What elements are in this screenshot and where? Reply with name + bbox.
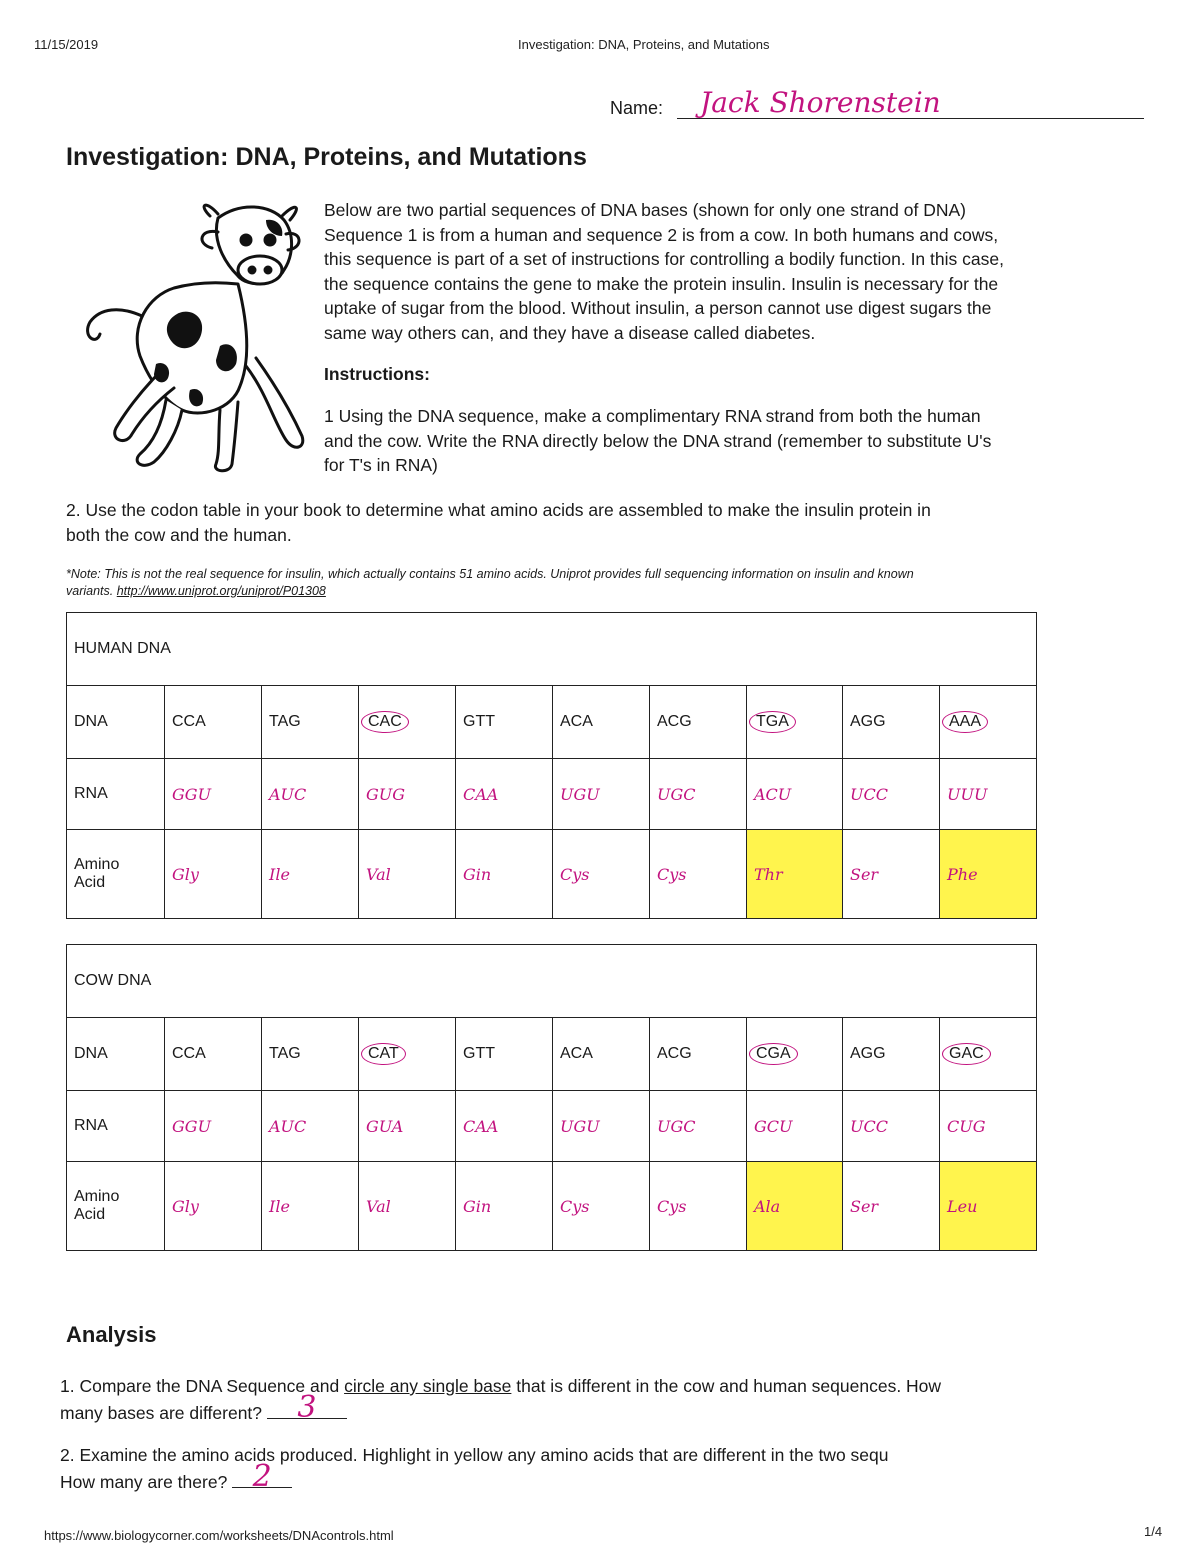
dna-cell: ACG	[650, 686, 747, 759]
intro-paragraph	[324, 198, 1144, 345]
rna-cell: GGU	[165, 759, 262, 830]
page-number: 1/4	[1144, 1524, 1163, 1539]
step-line: 2. Use the codon table in your book to determine what amino acids are assembled to make the insulin protein in	[66, 500, 931, 520]
dna-cell	[940, 686, 1037, 759]
answer-value: 2	[252, 1459, 272, 1494]
amino-acid-cell: Gin	[456, 830, 553, 919]
amino-acid-cell: Ser	[843, 830, 940, 919]
amino-acid-cell: Ser	[843, 1162, 940, 1251]
amino-acid-cell: Ile	[262, 830, 359, 919]
question-text: 1. Compare the DNA Sequence and	[60, 1376, 345, 1396]
circled-base: AAA	[942, 711, 988, 733]
amino-acid-cell: Val	[359, 1162, 456, 1251]
row-label-rna: RNA	[67, 1091, 165, 1162]
rna-cell: GUA	[359, 1091, 456, 1162]
intro-line: Sequence 1 is from a human and sequence 2 is from a cow. In both humans and cows,	[324, 224, 999, 245]
dna-cell	[747, 1018, 843, 1091]
row-label-rna: RNA	[67, 759, 165, 830]
amino-acid-cell: Cys	[650, 1162, 747, 1251]
dna-cell: AGG	[843, 686, 940, 759]
dna-cell	[940, 1018, 1037, 1091]
dna-cell: ACA	[553, 1018, 650, 1091]
rna-cell: UGC	[650, 1091, 747, 1162]
rna-cell: AUC	[262, 1091, 359, 1162]
dna-cell: AGG	[843, 1018, 940, 1091]
circled-base: GAC	[942, 1043, 991, 1065]
circled-base: CGA	[749, 1043, 798, 1065]
step-line: 1 Using the DNA sequence, make a complimentary RNA strand from both the human	[324, 406, 981, 426]
intro-line: the sequence contains the gene to make the protein insulin. Insulin is necessary for the	[324, 273, 999, 294]
question-underlined-text: circle any single base	[344, 1376, 512, 1396]
dna-cell	[359, 1018, 456, 1091]
rna-cell: UUU	[940, 759, 1037, 830]
question-1	[60, 1374, 1160, 1425]
rna-cell: UGU	[553, 1091, 650, 1162]
dna-cell: CCA	[165, 686, 262, 759]
rna-cell: AUC	[262, 759, 359, 830]
rna-cell: GUG	[359, 759, 456, 830]
question-2	[60, 1443, 1160, 1494]
instructions-heading: Instructions:	[324, 364, 430, 384]
question-text: 2. Examine the amino acids produced. Highlight in yellow any amino acids that are different in the two sequ	[60, 1445, 889, 1465]
circled-base: CAC	[361, 711, 409, 733]
answer-blank	[232, 1459, 292, 1494]
note	[66, 566, 1156, 600]
amino-acid-cell: Cys	[553, 830, 650, 919]
dna-cell	[359, 686, 456, 759]
rna-cell: UCC	[843, 1091, 940, 1162]
intro-line: Below are two partial sequences of DNA bases (shown for only one strand of DNA)	[324, 200, 966, 220]
dna-cell: TAG	[262, 686, 359, 759]
dna-cell: CCA	[165, 1018, 262, 1091]
amino-acid-cell: Gin	[456, 1162, 553, 1251]
step-line: and the cow. Write the RNA directly below the DNA strand (remember to substitute U's	[324, 430, 992, 451]
intro-line: same way others can, and they have a disease called diabetes.	[324, 322, 816, 343]
question-text: How many are there?	[60, 1472, 228, 1492]
name-label: Name:	[610, 98, 664, 118]
dna-cell: ACG	[650, 1018, 747, 1091]
rna-cell: CUG	[940, 1091, 1037, 1162]
label-line: Acid	[74, 874, 106, 891]
intro-line: this sequence is part of a set of instructions for controlling a bodily function. In this case,	[324, 249, 1004, 269]
rna-cell: ACU	[747, 759, 843, 830]
dna-cell: ACA	[553, 686, 650, 759]
name-value: Jack Shorenstein	[700, 86, 941, 119]
label-line: Acid	[74, 1206, 106, 1223]
label-line: Amino	[74, 856, 120, 873]
circled-base: TGA	[749, 711, 796, 733]
circled-base: CAT	[361, 1043, 406, 1065]
rna-cell: UCC	[843, 759, 940, 830]
footer-url: https://www.biologycorner.com/worksheets/DNAcontrols.html	[44, 1528, 394, 1543]
uniprot-link[interactable]: http://www.uniprot.org/uniprot/P01308	[116, 584, 326, 598]
answer-value: 3	[297, 1390, 317, 1425]
amino-acid-cell-highlighted: Thr	[747, 830, 843, 919]
table-title: HUMAN DNA	[67, 613, 1037, 686]
instruction-step-2	[66, 498, 1146, 547]
rna-cell: GGU	[165, 1091, 262, 1162]
page-title: Investigation: DNA, Proteins, and Mutations	[66, 143, 587, 171]
dna-cell: TAG	[262, 1018, 359, 1091]
intro-line: uptake of sugar from the blood. Without insulin, a person cannot use digest sugars the	[324, 298, 992, 318]
amino-acid-cell: Cys	[553, 1162, 650, 1251]
amino-acid-cell-highlighted: Leu	[940, 1162, 1037, 1251]
question-text: that is different in the cow and human sequences. How	[511, 1376, 942, 1396]
rna-cell: GCU	[747, 1091, 843, 1162]
rna-cell: UGC	[650, 759, 747, 830]
amino-acid-cell-highlighted: Phe	[940, 830, 1037, 919]
row-label-dna: DNA	[67, 686, 165, 759]
print-date: 11/15/2019	[34, 37, 99, 52]
human-dna-table	[66, 612, 1037, 919]
amino-acid-cell: Val	[359, 830, 456, 919]
cow-illustration	[70, 196, 310, 478]
rna-cell: CAA	[456, 759, 553, 830]
note-text: variants.	[66, 584, 117, 598]
analysis-heading: Analysis	[66, 1322, 157, 1347]
note-line: *Note: This is not the real sequence for insulin, which actually contains 51 amino acids. Uniprot provides full sequencing information on insulin and known	[66, 567, 914, 581]
cow-dna-table	[66, 944, 1037, 1251]
table-title: COW DNA	[67, 945, 1037, 1018]
rna-cell: CAA	[456, 1091, 553, 1162]
row-label-amino-acid	[67, 830, 165, 919]
amino-acid-cell-highlighted: Ala	[747, 1162, 843, 1251]
dna-cell: GTT	[456, 686, 553, 759]
dna-cell	[747, 686, 843, 759]
row-label-amino-acid	[67, 1162, 165, 1251]
question-text: many bases are different?	[60, 1403, 263, 1423]
amino-acid-cell: Gly	[165, 830, 262, 919]
answer-blank	[267, 1390, 347, 1425]
print-title: Investigation: DNA, Proteins, and Mutations	[518, 37, 770, 52]
dna-cell: GTT	[456, 1018, 553, 1091]
instruction-step-1	[324, 404, 1144, 478]
label-line: Amino	[74, 1188, 120, 1205]
step-line: both the cow and the human.	[66, 524, 292, 545]
amino-acid-cell: Ile	[262, 1162, 359, 1251]
amino-acid-cell: Cys	[650, 830, 747, 919]
step-line: for T's in RNA)	[324, 455, 438, 475]
rna-cell: UGU	[553, 759, 650, 830]
row-label-dna: DNA	[67, 1018, 165, 1091]
amino-acid-cell: Gly	[165, 1162, 262, 1251]
